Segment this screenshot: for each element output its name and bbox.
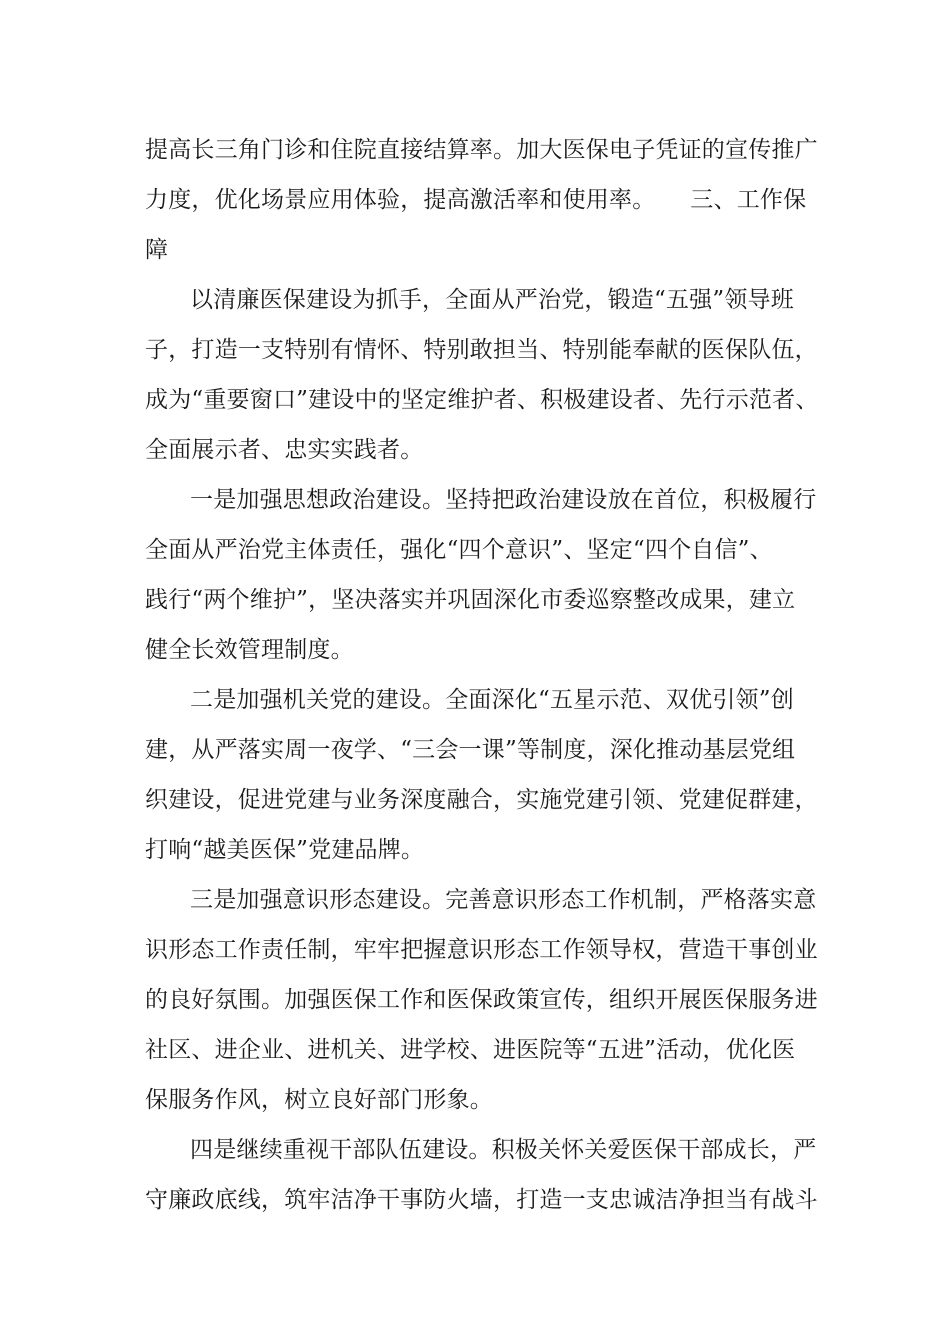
text-line: 提高长三角门诊和住院直接结算率。加大医保电子凭证的宣传推广 xyxy=(145,137,818,163)
text-line: 识形态工作责任制，牢牢把握意识形态工作领导权，营造干事创业 xyxy=(145,937,818,963)
paragraph-first-line: 一是加强思想政治建设。坚持把政治建设放在首位，积极履行 xyxy=(190,487,817,513)
text-line: 保服务作风，树立良好部门形象。 xyxy=(145,1087,493,1113)
text-line: 障 xyxy=(145,237,169,263)
paragraph-first-line: 二是加强机关党的建设。全面深化“五星示范、双优引领”创 xyxy=(190,687,794,713)
text-line: 守廉政底线，筑牢洁净干事防火墙，打造一支忠诚洁净担当有战斗 xyxy=(145,1187,818,1213)
text-line: 的良好氛围。加强医保工作和医保政策宣传，组织开展医保服务进 xyxy=(145,987,818,1013)
text-line: 打响“越美医保”党建品牌。 xyxy=(145,837,425,863)
text-line: 全面展示者、忠实实践者。 xyxy=(145,437,424,463)
text-line: 力度，优化场景应用体验，提高激活率和使用率。 三、工作保 xyxy=(145,187,807,213)
text-line: 建，从严落实周一夜学、“三会一课”等制度，深化推动基层党组 xyxy=(145,737,796,763)
text-line: 践行“两个维护”，坚决落实并巩固深化市委巡察整改成果，建立 xyxy=(145,587,796,613)
text-line: 社区、进企业、进机关、进学校、进医院等“五进”活动，优化医 xyxy=(145,1037,796,1063)
text-line: 成为“重要窗口”建设中的坚定维护者、积极建设者、先行示范者、 xyxy=(145,387,819,413)
text-line: 健全长效管理制度。 xyxy=(145,637,354,663)
paragraph-first-line: 以清廉医保建设为抓手，全面从严治党，锻造“五强”领导班 xyxy=(190,287,794,313)
text-line: 子，打造一支特别有情怀、特别敢担当、特别能奉献的医保队伍， xyxy=(145,337,818,363)
paragraph-first-line: 四是继续重视干部队伍建设。积极关怀关爱医保干部成长，严 xyxy=(190,1137,817,1163)
paragraph-first-line: 三是加强意识形态建设。完善意识形态工作机制，严格落实意 xyxy=(190,887,817,913)
text-line: 全面从严治党主体责任，强化“四个意识”、坚定“四个自信”、 xyxy=(145,537,773,563)
text-line: 织建设，促进党建与业务深度融合，实施党建引领、党建促群建， xyxy=(145,787,818,813)
